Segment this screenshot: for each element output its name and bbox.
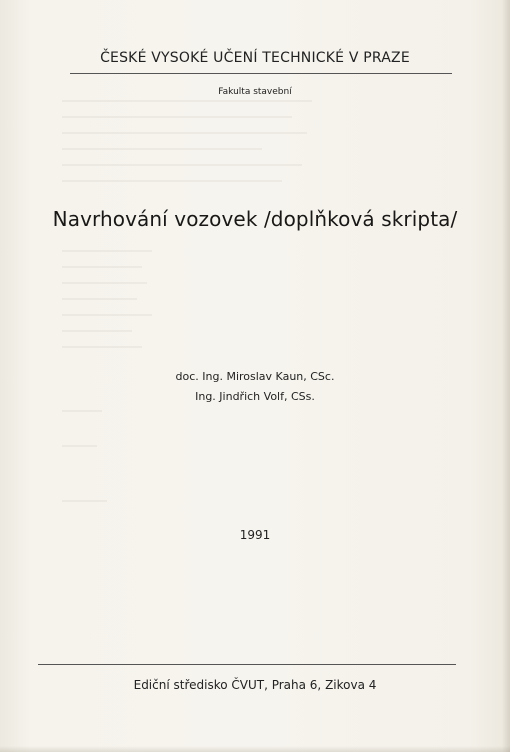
show-through-line [62,445,97,447]
show-through-line [62,330,132,332]
author-name: doc. Ing. Miroslav Kaun, CSc. [175,370,335,383]
show-through-line [62,250,152,252]
page-edge-shadow [502,0,510,752]
show-through-line [62,266,142,268]
show-through-line [62,164,302,166]
show-through-line [62,298,137,300]
top-divider [70,73,452,74]
show-through-line [62,148,262,150]
document-title: Navrhování vozovek /doplňková skripta/ [52,207,458,231]
author-name: Ing. Jindřich Volf, CSs. [195,390,315,403]
author-list [0,367,510,407]
show-through-line [62,100,312,102]
page-edge-shadow [0,746,510,752]
show-through-line [62,180,282,182]
faculty-name: Fakulta stavební [218,87,292,97]
show-through-line [62,346,142,348]
show-through-line [62,116,292,118]
show-through-line [62,410,102,412]
publication-year: 1991 [239,528,271,542]
bottom-divider [38,664,456,665]
show-through-line [62,132,307,134]
show-through-line [62,500,107,502]
publisher-info: Ediční středisko ČVUT, Praha 6, Zikova 4 [133,678,377,692]
show-through-line [62,314,152,316]
institution-heading: ČESKÉ VYSOKÉ UČENÍ TECHNICKÉ V PRAZE [100,50,410,66]
show-through-line [62,282,147,284]
